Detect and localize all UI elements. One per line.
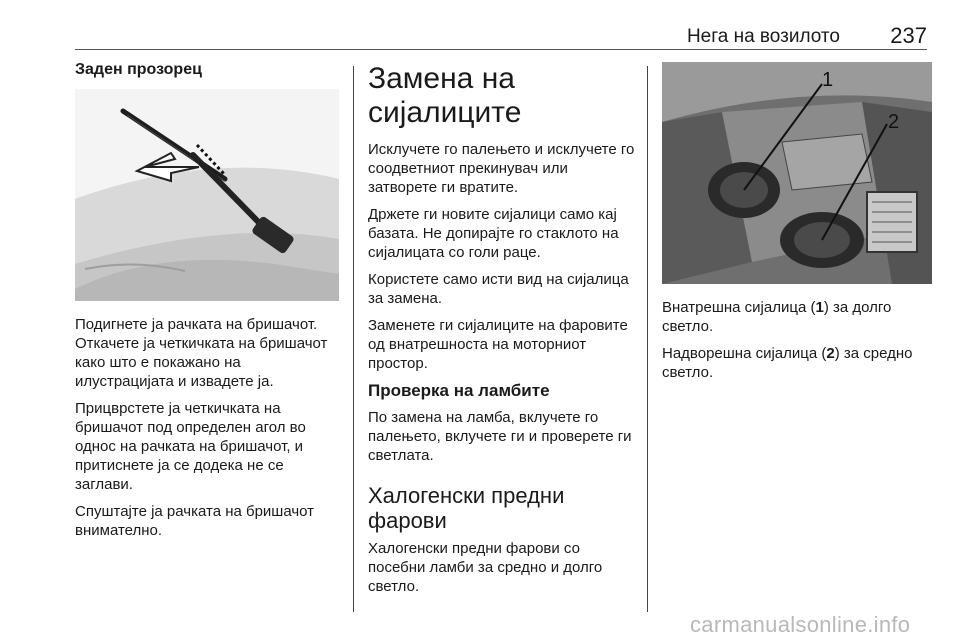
callout-1-label: 1	[822, 69, 834, 91]
column-bulb-replacement	[368, 60, 636, 604]
paragraph-check: По замена на ламба, вклучете го палењето, вклучете ги и проверете ги светлата.	[368, 409, 632, 464]
section-title-bulb-replacement: Замена на сијалиците	[368, 62, 522, 129]
watermark-text: carmanualsonline.info	[690, 612, 911, 637]
headlamp-bulbs-illustration	[662, 62, 932, 284]
text-segment: ) за средно светло.	[662, 345, 913, 381]
paragraph-2: Држете ги новите сијалици само кај базата. Не допирајте го стаклото на сијалицата со голи раце.	[368, 206, 619, 261]
text-segment: Надворешна сијалица (	[662, 345, 827, 362]
text-segment: ) за долго светло.	[662, 299, 892, 335]
paragraph-3: Спуштајте ја рачката на бришачот внимателно.	[75, 503, 315, 539]
chapter-title: Нега на возилото	[686, 26, 840, 47]
paragraph-1: Подигнете ја рачката на бришачот. Откачете ја четкичката на бришачот како што е покажано на илустрацијата и извадете ја.	[75, 316, 328, 390]
page-number: 237	[890, 23, 927, 48]
callout-2-label: 2	[888, 111, 900, 133]
callout-ref-1: 1	[815, 299, 824, 316]
paragraph-3: Користете само исти вид на сијалица за замена.	[368, 271, 629, 307]
column-headlamp-bulbs	[662, 60, 932, 390]
page-header	[0, 0, 960, 50]
paragraph-1: Исклучете го палењето и исклучете го соодветниот прекинувач или затворете ги вратите.	[368, 141, 635, 196]
paragraph-halogen: Халогенски предни фарови со посебни ламби за средно и долго светло.	[368, 540, 603, 595]
paragraph-outer-bulb	[662, 344, 932, 382]
callout-ref-2: 2	[826, 345, 835, 362]
section-heading-rear-window: Заден прозорец	[75, 61, 202, 78]
paragraph-2: Прицврстете ја четкичката на бришачот под определен агол во однос на рачката на бришачот, и притиснете ја се додека не се заглави.	[75, 400, 306, 493]
column-rear-window	[75, 60, 341, 548]
subsection-heading-bulb-check: Проверка на ламбите	[368, 381, 550, 400]
paragraph-inner-bulb	[662, 298, 932, 336]
paragraph-4: Заменете ги сијалиците на фаровите од внатрешноста на моторниот простор.	[368, 317, 628, 372]
column-divider-1	[353, 66, 354, 612]
rear-wiper-illustration	[75, 89, 339, 301]
subsection-heading-halogen: Халогенски предни фарови	[368, 483, 565, 533]
header-rule	[75, 49, 927, 50]
column-divider-2	[647, 66, 648, 612]
text-segment: Внатрешна сијалица (	[662, 299, 816, 316]
